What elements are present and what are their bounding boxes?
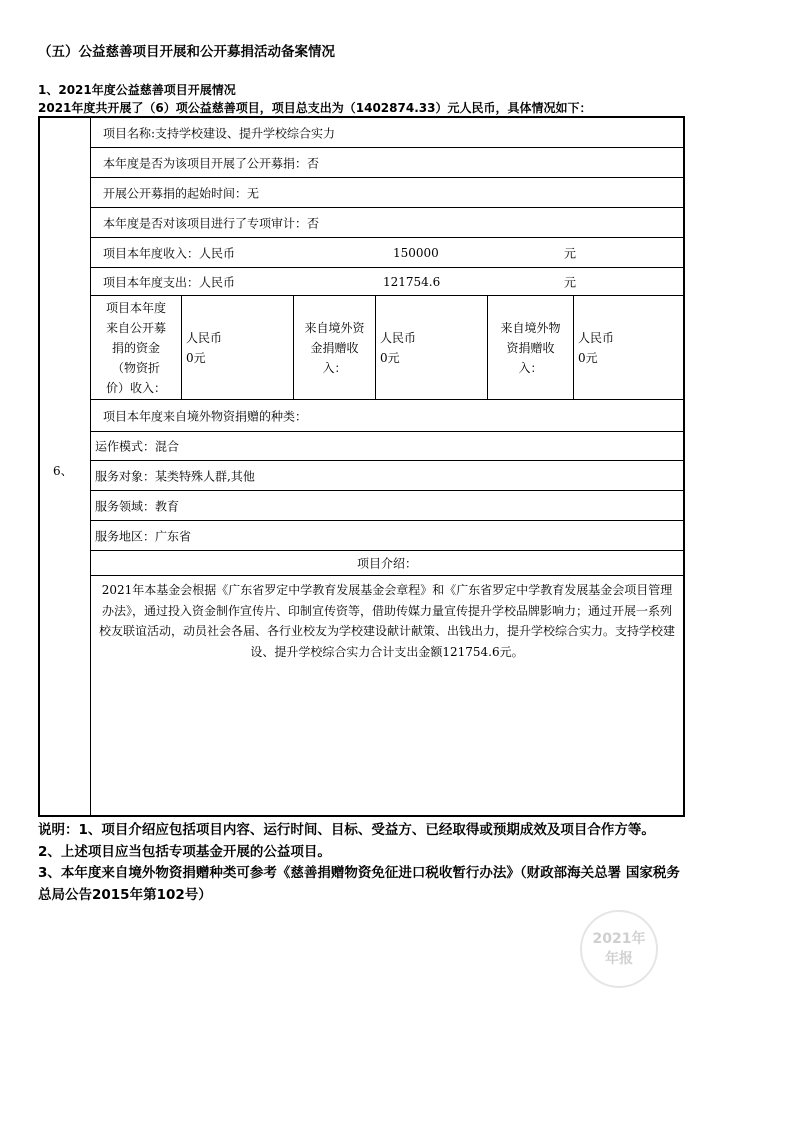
overseas-fund-value-cell [376, 296, 488, 399]
note-2: 2、上述项目应当包括专项基金开展的公益项目。 [38, 843, 331, 860]
row-income [91, 238, 683, 268]
project-table [38, 116, 685, 817]
note-3: 3、本年度来自境外物资捐赠种类可参考《慈善捐赠物资免征进口税收暂行办法》（财政部海关总署 国家税务总局公告2015年第102号） [38, 865, 680, 903]
stamp-line-1: 2021年 [592, 931, 646, 947]
project-index: 6、 [53, 464, 73, 478]
notes [38, 820, 688, 906]
fundraising-start-time: 开展公开募捐的起始时间：无 [103, 186, 260, 200]
overseas-fund-value: 人民币 0元 [380, 330, 417, 365]
summary-line: 2021年度共开展了（6）项公益慈善项目，项目总支出为（1402874.33）元人民币，具体情况如下： [38, 101, 592, 115]
annual-report-stamp [580, 910, 658, 988]
expense-value: 121754.6 [383, 274, 441, 289]
subsection-title: 1、2021年度公益慈善项目开展情况 [38, 83, 236, 97]
overseas-fund-label: 来自境外资 金捐赠收 入： [304, 320, 365, 375]
row-project-name [91, 118, 683, 148]
overseas-goods-value-cell [574, 296, 683, 399]
public-income-value-cell [182, 296, 294, 399]
row-target [91, 461, 683, 491]
service-target: 服务对象：某类特殊人群,其他 [95, 469, 255, 483]
row-public-fundraising [91, 148, 683, 178]
row-audit [91, 208, 683, 238]
row-field [91, 491, 683, 521]
row-expense [91, 268, 683, 296]
public-fundraising: 本年度是否为该项目开展了公开募捐：否 [103, 156, 320, 170]
service-field: 服务领域：教育 [95, 499, 180, 513]
public-income-value: 人民币 0元 [186, 330, 223, 365]
row-goods-type [91, 400, 683, 432]
overseas-goods-label: 来自境外物 资捐赠收 入： [500, 320, 561, 375]
expense-unit: 元 [564, 275, 577, 289]
stamp-line-2: 年报 [605, 951, 633, 967]
row-start-time [91, 178, 683, 208]
public-income-label: 项目本年度 来自公开募 捐的资金 （物资折 价）收入： [105, 300, 166, 395]
operation-mode: 运作模式：混合 [95, 439, 180, 454]
intro-body [91, 576, 683, 815]
income-value: 150000 [393, 245, 439, 260]
row-intro-title [91, 551, 683, 576]
intro-text: 2021年本基金会根据《广东省罗定中学教育发展基金会章程》和《广东省罗定中学教育发展基金会项目管理办法》，通过投入资金制作宣传片、印制宣传资等，借助传媒力量宣传提升学校品牌影响力；通过开展一系列校友联谊活动，动员社会各届、各行业校友为学校建设献计献策、出钱出力，提升学校综合实力。支持学校建设、提升学校综合实力合计支出金额121754.6元。 [99, 583, 676, 659]
special-audit: 本年度是否对该项目进行了专项审计：否 [103, 216, 320, 230]
overseas-fund-label-cell [294, 296, 376, 399]
overseas-goods-label-cell [488, 296, 574, 399]
row-mode [91, 432, 683, 461]
expense-label: 项目本年度支出：人民币 [103, 275, 236, 289]
row-region [91, 521, 683, 551]
intro-title: 项目介绍： [356, 556, 418, 571]
section-title: （五）公益慈善项目开展和公开募捐活动备案情况 [38, 44, 335, 60]
overseas-goods-type: 项目本年度来自境外物资捐赠的种类： [103, 409, 308, 423]
income-unit: 元 [564, 246, 577, 260]
project-name: 项目名称:支持学校建设、提升学校综合实力 [103, 126, 336, 140]
note-1: 说明：1、项目介绍应包括项目内容、运行时间、目标、受益方、已经取得或预期成效及项目合作方等。 [38, 822, 655, 838]
service-region: 服务地区：广东省 [95, 529, 192, 543]
income-source-grid [91, 296, 683, 400]
income-label: 项目本年度收入：人民币 [103, 246, 236, 260]
project-index-column [40, 118, 91, 815]
overseas-goods-value: 人民币 0元 [578, 330, 615, 365]
public-income-label-cell [91, 296, 182, 399]
